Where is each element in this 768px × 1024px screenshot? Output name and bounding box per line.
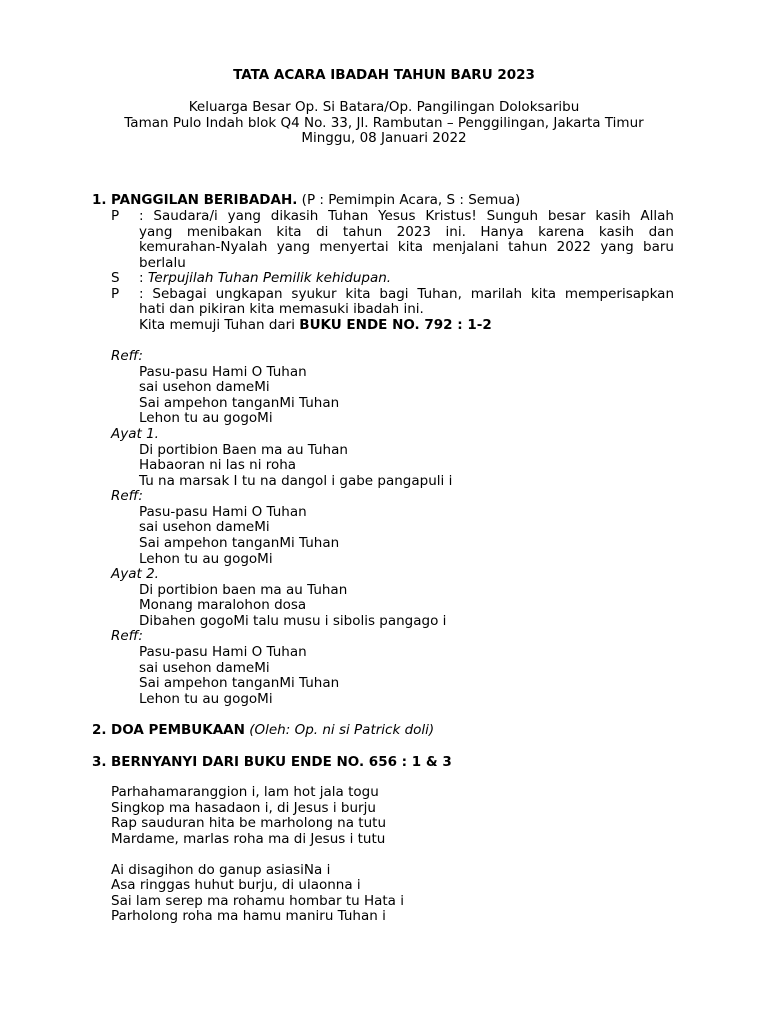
song-line: Pasu-pasu Hami O Tuhan [139, 364, 307, 380]
section1-heading-line [111, 193, 520, 208]
section3-number: 3. [92, 754, 107, 770]
s-text: Terpujilah Tuhan Pemilik kehidupan. [147, 270, 392, 286]
verse-line: Rap sauduran hita be marholong na tutu [111, 815, 387, 831]
song-line: sai usehon dameMi [139, 379, 270, 395]
song-line: Di portibion Baen ma au Tuhan [139, 442, 348, 458]
song-line: sai usehon dameMi [139, 519, 270, 535]
verse-line: Parholong roha ma hamu maniru Tuhan i [111, 908, 386, 924]
song-line: Sai ampehon tanganMi Tuhan [139, 395, 340, 411]
p2-line-3 [139, 318, 492, 333]
song-line: Tu na marsak I tu na dangol i gabe pangapuli i [139, 473, 453, 489]
section1-note: (P : Pemimpin Acara, S : Semua) [297, 192, 521, 208]
song-line: Sai ampehon tanganMi Tuhan [139, 535, 340, 551]
section2-note: (Oleh: Op. ni si Patrick doli) [244, 722, 435, 738]
verse-line: Ai disagihon do ganup asiasiNa i [111, 862, 331, 878]
p1-line-3: kemurahan-Nyalah yang menyertai kita menjalani tahun 2022 yang baru [139, 239, 674, 255]
section1-number: 1. [92, 192, 107, 208]
p1-marker: P [111, 208, 120, 224]
song-line: Habaoran ni las ni roha [139, 457, 297, 473]
song-label: Reff: [111, 348, 143, 364]
song-label: Ayat 2. [111, 566, 159, 582]
song-line: Pasu-pasu Hami O Tuhan [139, 644, 307, 660]
song-line: Sai ampehon tanganMi Tuhan [139, 675, 340, 691]
section2-heading: DOA PEMBUKAAN [111, 722, 245, 738]
song-label: Reff: [111, 488, 143, 504]
section2-number: 2. [92, 722, 107, 738]
s-marker: S [111, 270, 120, 286]
song-line: sai usehon dameMi [139, 660, 270, 676]
p1-line-4: berlalu [139, 255, 186, 271]
song-line: Dibahen gogoMi talu musu i sibolis pangago i [139, 613, 447, 629]
p1-line-1: : Saudara/i yang dikasih Tuhan Yesus Kristus! Sunguh besar kasih Allah [139, 208, 674, 224]
song-line: Lehon tu au gogoMi [139, 410, 273, 426]
p2-line-1: : Sebagai ungkapan syukur kita bagi Tuhan, marilah kita memperisapkan [139, 286, 674, 302]
song-line: Lehon tu au gogoMi [139, 551, 273, 567]
address-line: Taman Pulo Indah blok Q4 No. 33, Jl. Rambutan – Penggilingan, Jakarta Timur [124, 115, 644, 131]
song-label: Reff: [111, 628, 143, 644]
song-line: Di portibion baen ma au Tuhan [139, 582, 348, 598]
song-line: Monang maralohon dosa [139, 597, 307, 613]
document-title: TATA ACARA IBADAH TAHUN BARU 2023 [233, 67, 535, 83]
section2-heading-line [111, 723, 434, 738]
p2-last-prefix: Kita memuji Tuhan dari [139, 317, 300, 333]
s-prefix: : [139, 270, 148, 286]
date-line: Minggu, 08 Januari 2022 [301, 130, 467, 146]
verse-line: Sai lam serep ma rohamu hombar tu Hata i [111, 893, 404, 909]
p2-hymn-reference: BUKU ENDE NO. 792 : 1-2 [299, 317, 492, 333]
song-line: Pasu-pasu Hami O Tuhan [139, 504, 307, 520]
p1-line-2: yang menibakan kita di tahun 2023 ini. Hanya karena kasih dan [139, 224, 674, 240]
section1-heading: PANGGILAN BERIBADAH. [111, 192, 298, 208]
family-line: Keluarga Besar Op. Si Batara/Op. Pangilingan Doloksaribu [188, 99, 580, 115]
song-label: Ayat 1. [111, 426, 159, 442]
verse-line: Parhahamaranggion i, lam hot jala togu [111, 784, 379, 800]
section3-heading: BERNYANYI DARI BUKU ENDE NO. 656 : 1 & 3 [111, 754, 452, 770]
verse-line: Mardame, marlas roha ma di Jesus i tutu [111, 831, 386, 847]
verse-line: Singkop ma hasadaon i, di Jesus i burju [111, 800, 376, 816]
verse-line: Asa ringgas huhut burju, di ulaonna i [111, 877, 361, 893]
song-line: Lehon tu au gogoMi [139, 691, 273, 707]
p2-line-2: hati dan pikiran kita memasuki ibadah ini. [139, 301, 424, 317]
p2-marker: P [111, 286, 120, 302]
s-line [139, 271, 391, 286]
